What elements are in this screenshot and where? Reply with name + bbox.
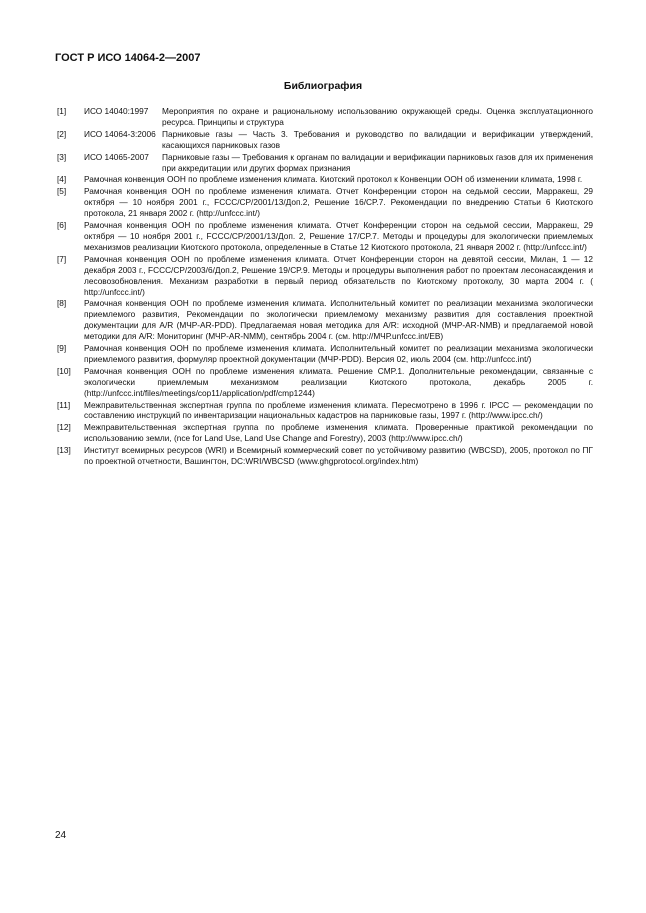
reference-text: Рамочная конвенция ООН по проблеме изменения климата. Исполнительный комитет по реализации механизма экологически приемлемого развития, формуляр проектной документации (МЧР-PDD). Версия 02, июль 2004 (см. http://unfccc.int/) <box>84 343 593 364</box>
reference-text: Межправительственная экспертная группа по проблеме изменения климата. Пересмотрено в 1996 г. IPCC — рекомендации по составлению инструкций по инвентаризации национальных кадастров на парниковые газы, 1997 г. (http://www.ipcc.ch/) <box>84 399 593 421</box>
reference-number: [1] <box>57 106 67 116</box>
reference-text: Парниковые газы — Часть 3. Требования и руководство по валидации и верификации утверждений, касающихся парниковых газов <box>162 128 593 150</box>
reference-number: [3] <box>57 151 67 162</box>
reference-item <box>57 186 593 219</box>
reference-text: Рамочная конвенция ООН по проблеме изменения климата. Киотский протокол к Конвенции ООН об изменении климата, 1998 г. <box>84 174 583 185</box>
reference-item <box>57 106 593 128</box>
reference-item <box>57 445 593 467</box>
reference-number: [9] <box>57 343 67 354</box>
reference-item <box>57 400 593 422</box>
section-title: Библиография <box>283 80 363 92</box>
reference-item <box>57 422 593 444</box>
reference-number: [2] <box>57 128 67 139</box>
reference-code: ИСО 14040:1997 <box>84 106 149 116</box>
page-number: 24 <box>55 830 67 841</box>
reference-item <box>57 366 593 399</box>
reference-text: Межправительственная экспертная группа по проблеме изменения климата. Проверенные практикой рекомендации по использованию земли, (nce for Land Use, Land Use Change and Forestry), 2003 (http://www.ipcc.ch/) <box>84 422 593 444</box>
reference-item <box>57 298 593 342</box>
reference-number: [8] <box>57 298 67 309</box>
reference-item <box>57 220 593 253</box>
reference-text: Парниковые газы — Требования к органам по валидации и верификации парниковых газов для их применения при аккредитации или других формах признания <box>162 151 593 173</box>
document-header: ГОСТ Р ИСО 14064-2—2007 <box>55 52 201 64</box>
reference-text: Рамочная конвенция ООН по проблеме изменения климата. Отчет Конференции сторон на седьмой сессии, Марракеш, 29 октября — 10 ноября 2001 г., FCCC/CP/2001/13/Доп. 2, Решение 17/CP.7. Методы и процедуры для экологически приемлемых механизмов реализации Киотского протокола, определенные в Статье 12 Киотского протокола, 21 января 2002 г. (http://unfccc.int/) <box>84 220 593 252</box>
reference-text: Мероприятия по охране и рациональному использованию окружающей среды. Оценка эксплуатационного ресурса. Принципы и структура <box>162 106 593 127</box>
reference-text: Рамочная конвенция ООН по проблеме изменения климата. Исполнительный комитет по реализации механизма экологически приемлемого развития, Рекомендации по экологически приемлемому механизму развития для составления проектной документации для A/R (МЧР-AR-PDD). Предлагаемая новая методика для A/R: исходной (МЧР-AR-NMB) и предлагаемой новой методики для A/R: Мониторинг (МЧР-AR-NMM), сентябрь 2004 г. (см. http://МЧР.unfccc.int/EB) <box>84 298 593 342</box>
reference-number: [10] <box>57 365 71 376</box>
reference-number: [13] <box>57 445 71 456</box>
reference-number: [11] <box>57 399 71 410</box>
reference-code: ИСО 14065-2007 <box>84 151 149 162</box>
reference-item <box>57 129 593 151</box>
reference-item <box>57 254 593 298</box>
reference-number: [7] <box>57 253 67 264</box>
reference-code: ИСО 14064-3:2006 <box>84 128 156 139</box>
reference-text: Рамочная конвенция ООН по проблеме изменения климата. Решение CMP.1. Дополнительные рекомендации, связанные с экологически приемлемым механизмом реализации Киотского протокола, декабрь 2005 г. (http://unfccc.int/files/meetings/cop11/application/pdf/cmp1244) <box>84 365 593 398</box>
reference-number: [5] <box>57 186 67 197</box>
reference-item <box>57 152 593 174</box>
reference-number: [4] <box>57 174 67 185</box>
reference-item <box>57 343 593 365</box>
reference-number: [6] <box>57 220 67 231</box>
reference-item <box>57 174 593 185</box>
reference-number: [12] <box>57 422 71 433</box>
bibliography-list <box>57 106 593 468</box>
reference-text: Рамочная конвенция ООН по проблеме изменения климата. Отчет Конференции сторон на девятой сессии, Милан, 1 — 12 декабря 2003 г., FCCC/CP/2003/6/Доп.2, Решение 19/CP.9. Методы и процедуры выполнения работ по проектам лесонасаждения и лесовозобновления. Механизм разработки в первый период обязательств по Киотскому протоколу, 30 марта 2004 г. ( http://unfccc.int/) <box>84 253 593 297</box>
reference-text: Институт всемирных ресурсов (WRI) и Всемирный коммерческий совет по устойчивому развитию (WBCSD), 2005, протокол по ПГ по проектной отчетности, Вашингтон, DC:WRI/WBCSD (www.ghgprotocol.org/index.htm) <box>84 445 593 467</box>
reference-text: Рамочная конвенция ООН по проблеме изменения климата. Отчет Конференции сторон на седьмой сессии, Марракеш, 29 октября — 10 ноября 2001 г., FCCC/CP/2001/13/Доп.2, Решение 16/CP.7. Рекомендации по внедрению Статьи 6 Киотского протокола, 21 января 2002 г. (http://unfccc.int/) <box>84 186 593 219</box>
